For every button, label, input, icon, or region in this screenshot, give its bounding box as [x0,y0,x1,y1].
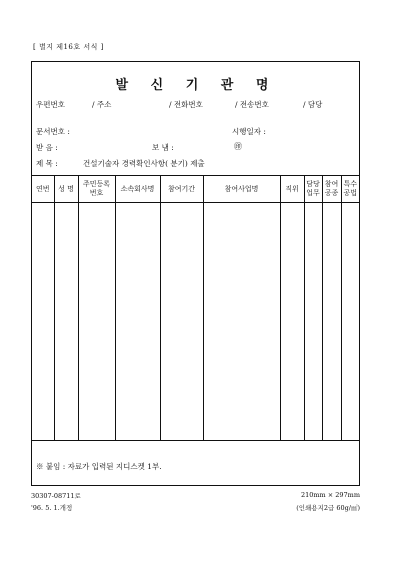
revision-date: '96. 5. 1.개정 [31,504,73,512]
col-header-resident-id: 주민등록 번호 [78,176,115,203]
paper-spec: (인쇄용지2급 60g/㎡) [296,504,360,512]
col-header-position: 직위 [280,176,304,203]
col-header-name: 성 명 [54,176,78,203]
col-header-special-method: 특수 공법 [341,176,359,203]
issue-date-label: 시행일자 : [232,127,266,136]
table-header-row [32,176,359,203]
col-header-serial: 연번 [32,176,54,203]
attachment-note: ※ 붙임 : 자료가 입력된 지디스켓 1부. [36,462,162,471]
col-header-duty: 담당 업무 [304,176,322,203]
col-header-project: 참여사업명 [203,176,280,203]
career-table [32,175,359,441]
address-label: / 주소 [92,100,112,109]
form-code: 30307-08711로 [31,492,81,500]
postal-code-label: 우편번호 [36,100,65,109]
sender-label: 보 냄 : [152,143,174,152]
phone-label: / 전화번호 [169,100,203,109]
form-frame [31,61,360,486]
fax-label: / 전송번호 [235,100,269,109]
paper-size: 210mm × 297mm [300,491,360,499]
subject-label: 제 목 : [36,159,58,168]
col-header-period: 참여기간 [160,176,203,203]
col-header-company: 소속회사명 [115,176,160,203]
sender-agency-title: 발 신 기 관 명 [115,78,278,93]
manager-label: / 담당 [303,100,323,109]
form-number-label: [ 별지 제16호 서식 ] [33,43,104,51]
document-number-label: 문서번호 : [36,127,70,136]
table-row [32,203,359,441]
col-header-work-type: 참여 공종 [322,176,341,203]
seal-icon: ㊞ [234,142,242,151]
recipient-label: 받 음 : [36,143,58,152]
subject-text: 건설기술자 경력확인사항( 분기) 제출 [83,159,205,168]
